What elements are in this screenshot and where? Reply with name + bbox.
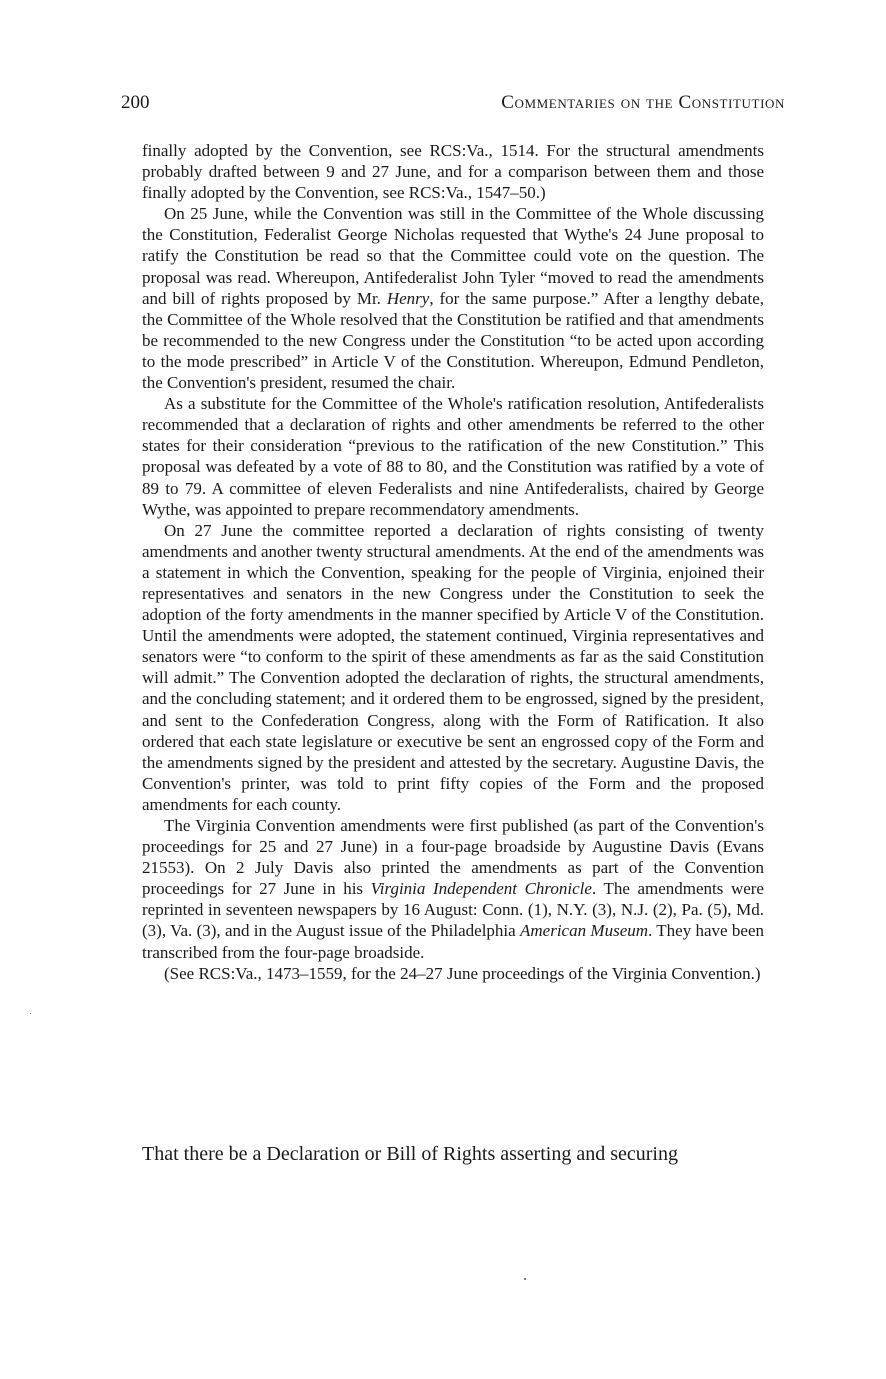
text-run: . They have been transcribed from the four-page broadside. [142, 921, 764, 962]
body-paragraph [142, 203, 764, 393]
print-speck [524, 1278, 526, 1280]
running-head [121, 92, 785, 120]
body-paragraph [142, 815, 764, 963]
page-number: 200 [121, 92, 150, 113]
text-run: (See RCS:Va., 1473–1559, for the 24–27 June proceedings of the Virginia Convention.) [164, 963, 761, 983]
italic-title: American Museum [520, 921, 649, 941]
body-paragraph [142, 140, 764, 203]
amendment-opening-line: That there be a Declaration or Bill of Rights asserting and securing [142, 1143, 678, 1165]
italic-title: Henry [386, 288, 430, 308]
italic-title: Virginia Independent Chronicle [370, 879, 592, 899]
text-run: On 25 June, while the Convention was still in the Committee of the Whole discussing the Constitution, Federalist George Nicholas requested that Wythe's 24 June proposal to ratify the Constitution be read so that the Committee could vote on the question. The proposal was read. Whereupon, Antifederalist John Tyler “moved to read the amendments and bill of rights proposed by Mr. [142, 204, 764, 308]
print-speck [30, 1013, 31, 1014]
body-paragraph [142, 963, 764, 984]
text-run: As a substitute for the Committee of the Whole's ratification resolution, Antifederalists recommended that a declaration of rights and other amendments be referred to the other states for their consideration “previous to the ratification of the new Constitution.” This proposal was defeated by a vote of 88 to 80, and the Constitution was ratified by a vote of 89 to 79. A committee of eleven Federalists and nine Antifederalists, chaired by George Wythe, was appointed to prepare recommendatory amendments. [142, 394, 764, 519]
text-run: The Virginia Convention amendments were first published (as part of the Convention's proceedings for 25 and 27 June) in a four-page broadside by Augustine Davis (Evans 21553). On 2 July Davis also printed the amendments as part of the Convention proceedings for 27 June in his [142, 816, 764, 899]
text-run: , for the same purpose.” After a lengthy debate, the Committee of the Whole resolved that the Constitution be ratified and that amendments be recommended to the new Congress under the Constitution “to be acted upon according to the mode prescribed” in Article V of the Constitution. Whereupon, Edmund Pendleton, the Convention's president, resumed the chair. [142, 288, 764, 393]
text-run: finally adopted by the Convention, see RCS:Va., 1514. For the structural amendments probably drafted between 9 and 27 June, and for a comparison between them and those finally adopted by the Convention, see RCS:Va., 1547–50.) [142, 141, 764, 203]
body-text [142, 140, 764, 984]
text-run: On 27 June the committee reported a declaration of rights consisting of twenty amendments and another twenty structural amendments. At the end of the amendments was a statement in which the Convention, speaking for the people of Virginia, enjoined their representatives and senators in the new Congress under the Constitution to seek the adoption of the forty amendments in the manner specified by Article V of the Constitution. Until the amendments were adopted, the statement continued, Virginia representatives and senators were “to conform to the spirit of these amendments as far as the said Constitution will admit.” The Convention adopted the declaration of rights, the structural amendments, and the concluding statement; and it ordered them to be engrossed, signed by the president, and sent to the Confederation Congress, along with the Form of Ratification. It also ordered that each state legislature or executive be sent an engrossed copy of the Form and the amendments signed by the president and attested by the secretary. Augustine Davis, the Convention's printer, was told to print fifty copies of the Form and the proposed amendments for each county. [142, 520, 764, 814]
text-run: . The amendments were reprinted in seventeen newspapers by 16 August: Conn. (1), N.Y. (3), N.J. (2), Pa. (5), Md. (3), Va. (3), and in the August issue of the Philadelphia [142, 879, 764, 941]
body-paragraph [142, 393, 764, 520]
running-title: Commentaries on the Constitution [501, 92, 785, 113]
body-paragraph [142, 520, 764, 815]
